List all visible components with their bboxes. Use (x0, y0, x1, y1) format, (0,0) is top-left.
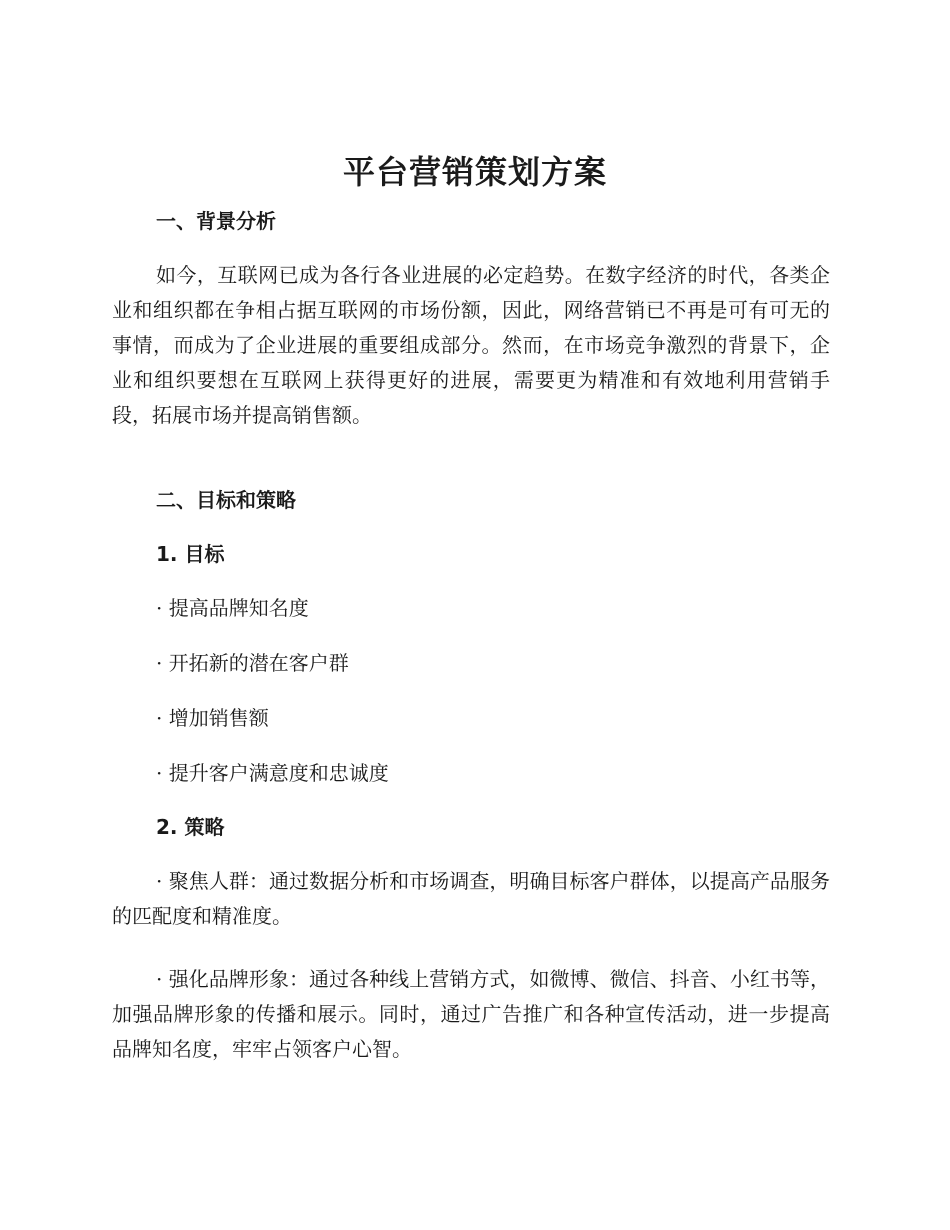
section-heading-goals-strategy: 二、目标和策略 (156, 488, 296, 512)
goal-item: · 提高品牌知名度 (156, 596, 309, 620)
goal-item: · 增加销售额 (156, 706, 269, 730)
strategy-item: · 强化品牌形象：通过各种线上营销方式，如微博、微信、抖音、小红书等，加强品牌形象的传播和展示。同时，通过广告推广和各种宣传活动，进一步提高品牌知名度，牢牢占领客户心智。 (112, 967, 830, 1061)
goal-item: · 提升客户满意度和忠诚度 (156, 761, 389, 785)
document-title: 平台营销策划方案 (342, 153, 607, 191)
background-paragraph: 如今，互联网已成为各行各业进展的必定趋势。在数字经济的时代，各类企业和组织都在争相占据互联网的市场份额，因此，网络营销已不再是可有可无的事情，而成为了企业进展的重要组成部分。然而，在市场竞争激烈的背景下，企业和组织要想在互联网上获得更好的进展，需要更为精准和有效地利用营销手段，拓展市场并提高销售额。 (112, 263, 830, 427)
subheading-strategy: 2. 策略 (156, 815, 225, 839)
subheading-goals: 1. 目标 (156, 542, 225, 566)
strategy-item: · 聚焦人群：通过数据分析和市场调查，明确目标客户群体，以提高产品服务的匹配度和精准度。 (112, 869, 830, 928)
section-heading-background: 一、背景分析 (156, 209, 276, 233)
goal-item: · 开拓新的潜在客户群 (156, 651, 349, 675)
